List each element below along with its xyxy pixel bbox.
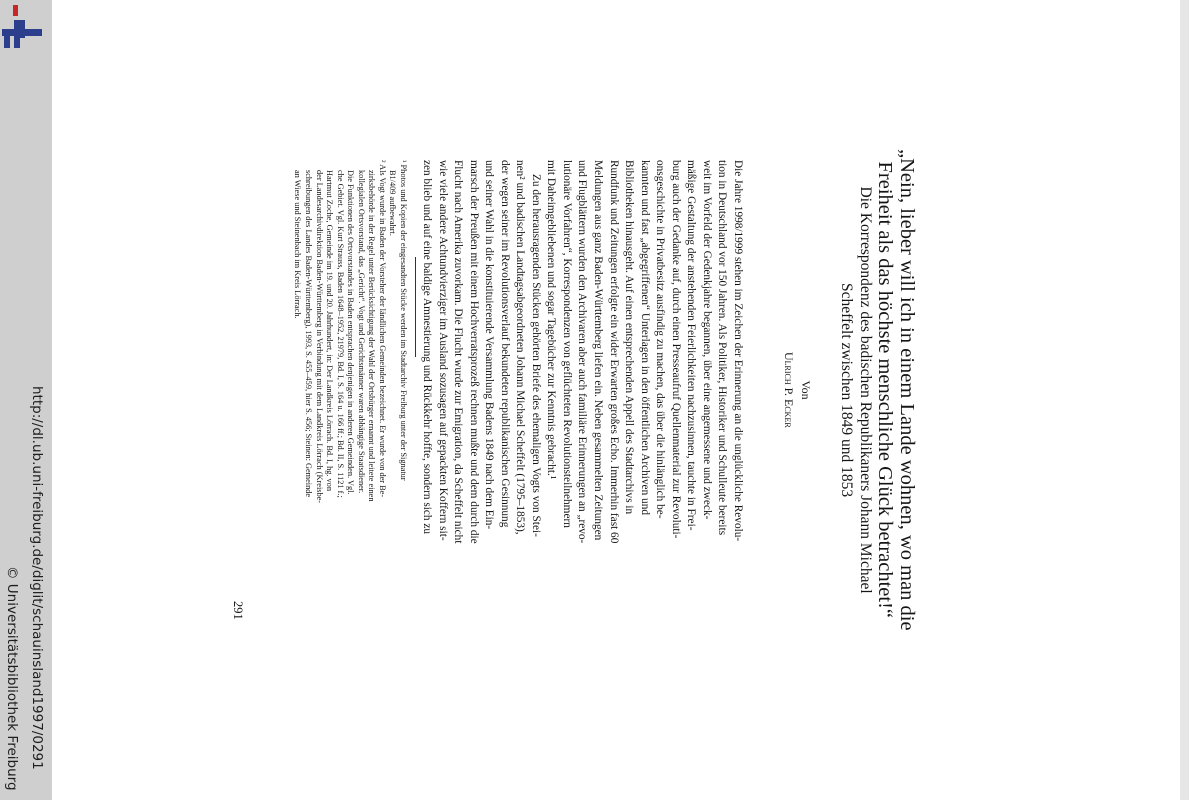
footnote-line: B1/409 aufbewahrt. bbox=[388, 170, 398, 236]
body-text-line: kannten und fast „abgegriffenen“ Unterlagen in den öffentlichen Archiven und bbox=[638, 160, 651, 515]
body-text-line: marsch der Preußen mit einem Hochverratsprozeß rechnen mußte und dem durch die bbox=[467, 160, 480, 544]
article-subtitle-line: Scheffelt zwischen 1849 und 1853 bbox=[838, 283, 855, 498]
body-text-line: Flucht nach Amerika zuvorkam. Die Flucht wurde zur Emigration, da Scheffelt nicht bbox=[452, 160, 465, 544]
source-url[interactable]: http://dl.ub.uni-freiburg.de/diglit/schauinsland1997/0291 bbox=[29, 386, 45, 770]
body-text-line: Bibliotheken hinausgeht. Auf einen entsprechenden Appell des Stadtarchivs in bbox=[623, 160, 636, 515]
body-text-line: burg auch der Gedanke auf, durch einen Presseaufruf Quellenmaterial zur Revoluti- bbox=[669, 160, 682, 539]
page-number: 291 bbox=[231, 601, 245, 620]
article-subtitle-line: Die Korrespondenz des badischen Republikaners Johann Michael bbox=[857, 186, 874, 594]
body-text-line: der wegen seiner im Revolutionsverlauf bekundeten republikanischen Gesinnung bbox=[498, 160, 511, 528]
body-text-line: tion in Deutschland vor 150 Jahren. Als Politiker, Historiker und Schulleute bereits bbox=[716, 160, 729, 536]
body-text-line: Rundfunk und Zeitungen erfolgte ein wider Erwarten großes Echo. Immerhin fast 60 bbox=[607, 160, 620, 544]
footnote-line: ¹ Photos und Kopien der eingesandten Stücke werden im Stadtarchiv Freiburg unter der Signatur bbox=[399, 160, 408, 481]
body-text-line: nen² und badischen Landtagsabgeordneten Johann Michael Scheffelt (1795–1853), bbox=[514, 160, 527, 535]
footnote-line: an Wiese und Steinenbach im Kreis Lörrach. bbox=[293, 170, 303, 319]
body-text-line: onsgeschichte in Privatbesitz ausfindig zu machen, das über die hinlänglich be- bbox=[654, 160, 667, 519]
footnote-line: zirksbehörde in der Regel unter Berücksichtigung der Wahl der Ortsbürger ernannt und leitete einen bbox=[367, 170, 377, 502]
body-text-line: und seiner Wahl in die konstituierende Versammlung Badens 1849 nach dem Ein- bbox=[483, 160, 496, 530]
body-text-line: mit Daheimgebliebenen und sogar Tagebücher zur Kenntnis gebracht.¹ bbox=[545, 160, 558, 480]
article-title-line: Freiheit als das höchste menschliche Glück betrachtet!“ bbox=[874, 161, 896, 619]
copyright-notice: © Universitätsbibliothek Freiburg bbox=[4, 566, 20, 791]
body-text-line: Meldungen aus ganz Baden-Württemberg liefen ein. Neben gesammelten Zeitungen bbox=[592, 160, 605, 541]
footnote-line: Hartmut Zoche, Gemeinde im 19. und 20. Jahrhundert, in: Der Landkreis Lörrach. Bd. I, hg. von bbox=[325, 170, 335, 491]
body-text-line: zen blieb und auf eine baldige Amnestierung und Rückkehr hoffte, sondern sich zu bbox=[421, 160, 433, 535]
footnote-rule bbox=[415, 257, 416, 357]
author-name: Ulrich P. Ecker bbox=[782, 352, 796, 428]
body-text-line: weit im Vorfeld der Gedenkjahre begannen, über eine angemessene und zweck- bbox=[700, 160, 713, 520]
body-text-line: und Flugblättern wurden den Archivaren aber auch familiäre Erinnerungen an „revo- bbox=[576, 160, 589, 544]
body-text-line: mäßige Gestaltung der anstehenden Feierlichkeiten nachzusinnen, tauchte in Frei- bbox=[685, 160, 698, 531]
body-text-line: Die Jahre 1998/1999 stehen im Zeichen der Erinnerung an die unglückliche Revolu- bbox=[732, 160, 744, 542]
footnote-line: ² Als Vogt wurde in Baden der Vorsteher der ländlichen Gemeinden bezeichnet. Er wurde von der Be- bbox=[377, 160, 387, 498]
body-text-line: lutionäre Vorfahren“, Korrespondenzen von geflüchteten Revolutionsteilnehmern bbox=[560, 160, 573, 528]
footnote-line: der Landesarchivdirektion Baden-Württemberg in Verbindung mit dem Landkreis Lörrach (Kreisbe- bbox=[314, 170, 324, 504]
footnote-line: che Gebiet. Vgl. Kurt Strauss, Baden 1648–1952, 21979, Bd. I, S. 164 u. 166 ff.; Bd. II, S. 1121 f.; bbox=[335, 170, 345, 498]
body-text-line: Zu den herausragenden Stücken gehörten Briefe des ehemaligen Vogts von Stei- bbox=[529, 174, 542, 537]
footnote-line: schreibungen des Landes Baden-Württemberg), 1993, S. 455–459, hier S. 456; Steinen: Gemeinde bbox=[304, 170, 314, 498]
footnote-line: kollegialen Ortsvorstand, das „Gericht“. Vogt und Gerichtsmänner waren abhängige Staatsdiener. bbox=[356, 170, 366, 494]
body-text-line: wie viele andere Achtundvierziger im Ausland sozusagen auf gepackten Koffern sit- bbox=[436, 160, 449, 541]
byline-von: Von bbox=[799, 380, 813, 400]
article-title-line: „Nein, lieber will ich in einem Lande wohnen, wo man die bbox=[896, 149, 918, 631]
footnote-line: Die Funktionen des Ortsvorstandes in Baden entsprachen denjenigen in anderen Gemeinden. Vgl. bbox=[346, 170, 356, 495]
